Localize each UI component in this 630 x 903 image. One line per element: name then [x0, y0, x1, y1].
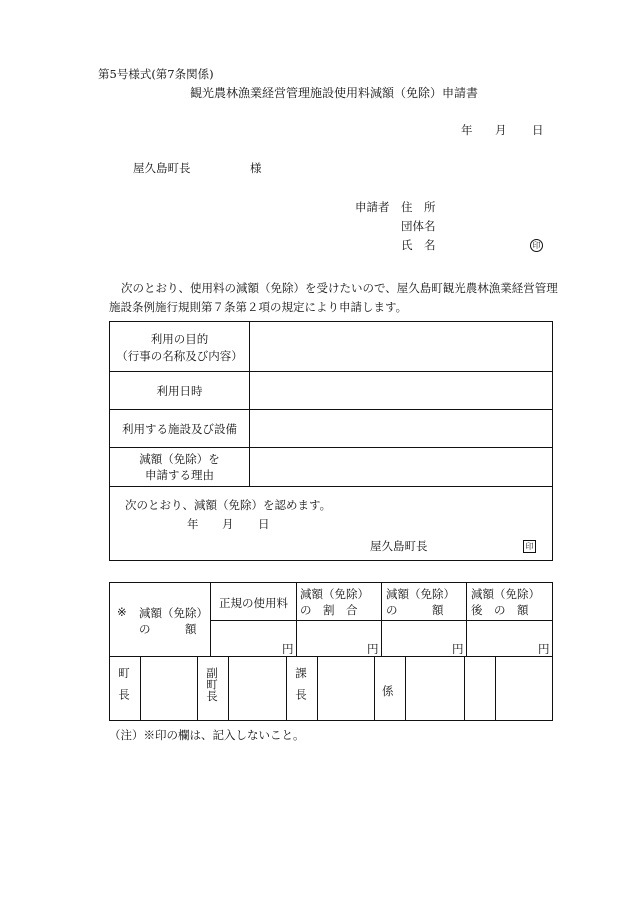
fee-header-regular: 正規の使用料 [219, 596, 288, 610]
fee-header-after-1: 減額（免除） [471, 587, 540, 601]
date-day: 日 [532, 123, 544, 137]
applicant-seal-icon: 印 [530, 237, 543, 252]
addressee-suffix: 様 [250, 161, 262, 175]
body-text-line2: 施設条例施行規則第７条第２項の規定により申請します。 [109, 300, 408, 314]
fee-header-after-2: 後 の 額 [471, 603, 529, 617]
fee-unit-ratio: 円 [367, 642, 379, 656]
usage-datetime-field[interactable] [250, 372, 552, 409]
usage-datetime-label: 利用日時 [156, 384, 203, 398]
applicant-group-label: 団体名 [401, 219, 436, 233]
body-text-line1: 次のとおり、使用料の減額（免除）を受けたいので、屋久島町観光農林漁業経営管理 [121, 281, 558, 295]
date-year: 年 [461, 123, 473, 137]
approval-year: 年 [187, 517, 199, 531]
sign-section-chief-label: 課長 [294, 667, 308, 710]
sign-table [109, 657, 553, 721]
purpose-sublabel: （行事の名称及び内容） [116, 349, 243, 363]
facility-label: 利用する施設及び設備 [122, 422, 237, 436]
form-number: 第5号様式(第7条関係) [98, 67, 214, 81]
page-title: 観光農林漁業経営管理施設使用料減額（免除）申請書 [190, 86, 479, 100]
fee-header-ratio-1: 減額（免除） [300, 587, 369, 601]
footnote: （注）※印の欄は、記入しないこと。 [109, 728, 305, 742]
approval-mayor: 屋久島町長 [370, 539, 428, 553]
reason-field[interactable] [250, 448, 552, 486]
reason-sublabel: 申請する理由 [145, 468, 214, 482]
approval-seal-icon: 印 [523, 538, 536, 553]
sign-vice-mayor-label: 副町長 [205, 667, 219, 702]
fee-label-bottom: の 額 [139, 622, 197, 636]
date-month: 月 [495, 123, 507, 137]
fee-label-top: 減額（免除） [139, 606, 208, 620]
sign-staff-label: 係 [382, 684, 394, 698]
approval-month: 月 [222, 517, 234, 531]
addressee-name: 屋久島町長 [133, 161, 191, 175]
fee-header-amount-1: 減額（免除） [386, 587, 455, 601]
approval-text: 次のとおり、減額（免除）を認めます。 [125, 498, 332, 512]
fee-unit-regular: 円 [282, 642, 294, 656]
reason-label: 減額（免除）を [139, 452, 220, 466]
applicant-label: 申請者 [355, 200, 390, 214]
fee-header-amount-2: の 額 [386, 603, 444, 617]
fee-header-ratio-2: の 割 合 [300, 603, 358, 617]
facility-field[interactable] [250, 410, 552, 447]
purpose-field[interactable] [250, 322, 552, 371]
purpose-label: 利用の目的 [150, 332, 209, 346]
fee-unit-amount: 円 [452, 642, 464, 656]
fee-mark: ※ [117, 605, 127, 619]
sign-mayor-label: 町長 [117, 667, 131, 710]
applicant-address-label: 住 所 [401, 200, 436, 214]
fee-unit-after: 円 [538, 642, 550, 656]
applicant-name-label: 氏 名 [401, 238, 436, 252]
approval-day: 日 [258, 517, 270, 531]
